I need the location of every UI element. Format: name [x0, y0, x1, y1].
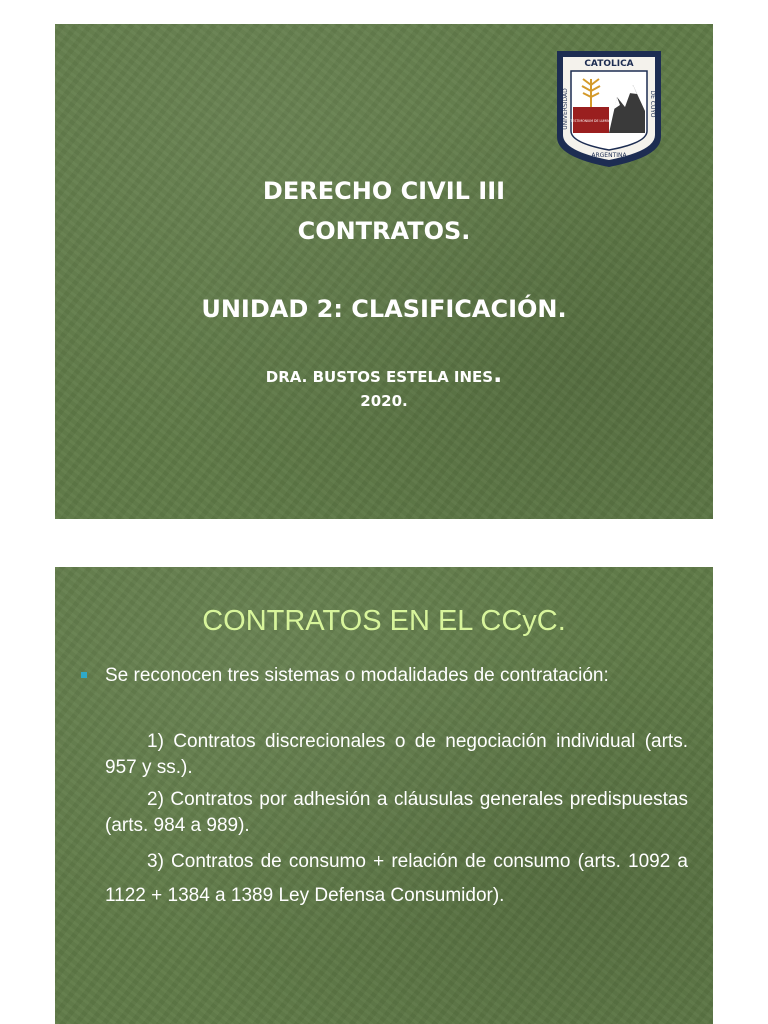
year: 2020. [360, 392, 408, 410]
list-item: 2) Contratos por adhesión a cláusulas generales predispuestas (arts. 984 a 989). [105, 789, 688, 836]
title-slide [55, 24, 713, 519]
bullet-text: Se reconocen tres sistemas o modalidades de contratación: [105, 665, 609, 686]
logo-left-text: UNIVERSIDAD [562, 88, 569, 130]
author-dot: . [493, 360, 503, 388]
logo-bottom-text: ARGENTINA [591, 152, 627, 159]
logo-top-text: CATOLICA [584, 59, 634, 69]
content-slide [55, 567, 713, 1024]
list-item: 1) Contratos discrecionales o de negociación individual (arts. 957 y ss.). [105, 731, 688, 778]
author-name: DRA. BUSTOS ESTELA INES [265, 368, 494, 386]
list-item: 3) Contratos de consumo + relación de consumo (arts. 1092 a 1122 + 1384 a 1389 Ley Defensa Consumidor). [105, 851, 688, 906]
unit-title: UNIDAD 2: CLASIFICACIÓN. [201, 295, 567, 323]
logo-center-text: TESTIMONIUM DE LUMINE [570, 119, 612, 123]
course-title: DERECHO CIVIL III [262, 177, 506, 205]
square-bullet-icon [81, 672, 87, 678]
logo-right-text: DE CUYO [649, 90, 656, 118]
university-logo [555, 49, 663, 169]
author-line [55, 360, 713, 388]
slide-title: CONTRATOS EN EL CCyC. [202, 605, 566, 637]
university-seal-icon [555, 49, 663, 169]
course-subtitle: CONTRATOS. [297, 217, 471, 245]
